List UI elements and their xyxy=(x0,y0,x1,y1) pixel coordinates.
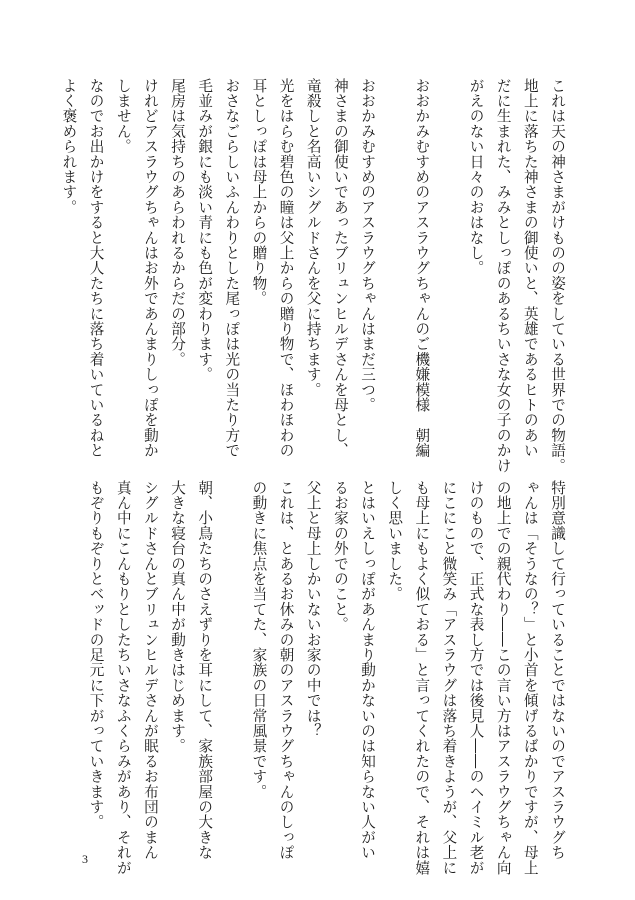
text-line: も母上にもよく似ておる」と言ってくれたので、それは嬉 xyxy=(413,480,431,876)
text-line: 尾房は気持ちのあらわれるからだの部分。 xyxy=(169,78,187,367)
text-line xyxy=(218,480,245,810)
text-line: もぞりもぞりとベッドの足元に下がっていきます。 xyxy=(87,480,105,830)
upper-text-block xyxy=(55,78,571,474)
text-line xyxy=(381,78,408,450)
text-line: 大きな寝台の真ん中が動きはじめます。 xyxy=(169,480,187,754)
text-line: しません。 xyxy=(114,78,132,154)
text-line: おさなごらしいふんわりとした尾っぽは光の当たり方で xyxy=(223,78,241,458)
text-line: 光をはらむ碧色の瞳は父上からの贈り物で、ほわほわの xyxy=(277,78,295,458)
text-line: これは天の神さまがけものの姿をしている世界での物語。 xyxy=(549,78,566,474)
text-line: の地上での親代わり――この言い方はアスラウグちゃん向 xyxy=(494,480,512,876)
text-line: 毛並みが銀にも淡い青にも色が変わります。 xyxy=(196,78,214,382)
text-line: なのでお出かけをすると大人たちに落ち着いているねと xyxy=(87,78,105,458)
text-line: 特別意識して行っていることではないのでアスラウグち xyxy=(549,480,566,860)
text-line: とはいえしっぽがあんまり動かないのは知らない人がい xyxy=(359,480,377,860)
text-line: けれどアスラウグちゃんはお外であんまりしっぽを動か xyxy=(141,78,159,458)
text-line: これは、とあるお休みの朝のアスラウグちゃんのしっぽ xyxy=(277,480,295,860)
text-line: シグルドさんとブリュンヒルデさんが眠るお布団のまん xyxy=(141,480,159,860)
text-line: よく褒められます。 xyxy=(60,78,78,215)
text-line: だに生まれた、みみとしっぽのあるちいさな女の子のかけ xyxy=(494,78,512,474)
text-line: 朝、小鳥たちのさえずりを耳にして、家族部屋の大きな xyxy=(196,480,214,860)
text-line: ゃんは「そうなの？」と小首を傾げるばかりですが、母上 xyxy=(521,480,539,876)
text-line: しく思いました。 xyxy=(386,480,404,602)
text-line xyxy=(435,78,462,450)
text-line: 竜殺しと名高いシグルドさんを父に持ちます。 xyxy=(304,78,322,398)
text-line: おおかみむすめのアスラウグちゃんはまだ三つ。 xyxy=(359,78,377,413)
text-line: 神さまの御使いであったブリュンヒルデさんを母とし、 xyxy=(331,78,349,458)
page-number: 3 xyxy=(82,852,88,866)
text-line: がえのない日々のおはなし。 xyxy=(467,78,485,276)
text-line: 真ん中にこんもりとしたちいさなふくらみがあり、それが xyxy=(114,480,132,876)
text-line: にこにこと微笑み「アスラウグは落ち着きようが、父上に xyxy=(440,480,458,876)
text-line: 耳としっぽは母上からの贈り物。 xyxy=(250,78,268,306)
text-line: 地上に落ちた神さまの御使いと、英雄であるヒトのあい xyxy=(521,78,539,458)
lower-text-block xyxy=(82,480,571,876)
text-line: けのもので、正式な表し方では後見人――のヘイミル老が xyxy=(467,480,485,876)
text-line: 父上と母上しかいないお家の中では？ xyxy=(304,480,322,739)
text-line: の動きに焦点を当てた、家族の日常風景です。 xyxy=(250,480,268,800)
text-line: るお家の外でのこと。 xyxy=(331,480,349,632)
text-line: おおかみむすめのアスラウグちゃんのご機嫌模様 朝編 xyxy=(413,78,431,458)
